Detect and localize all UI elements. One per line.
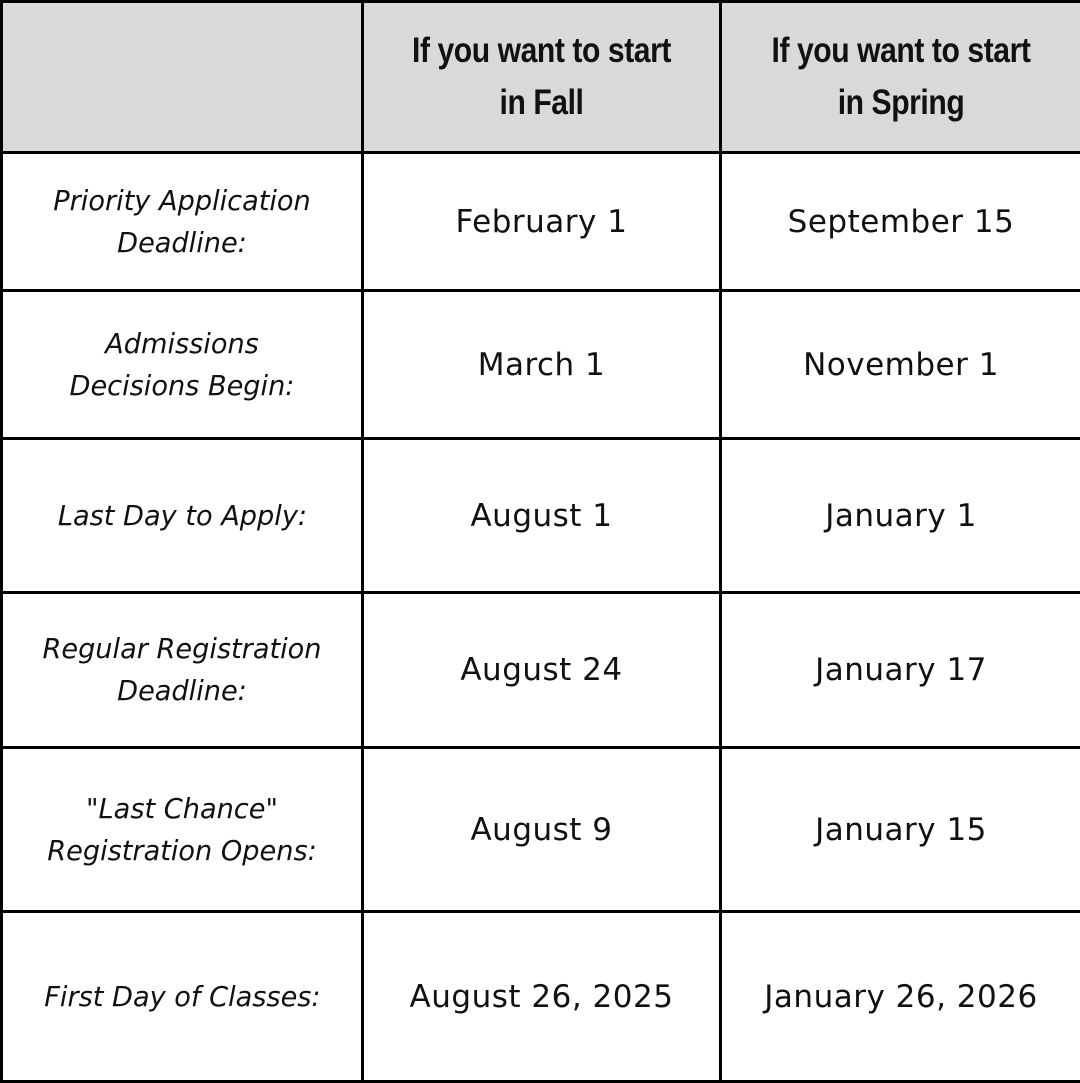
fall-column-header (363, 2, 721, 153)
fall-date-cell: March 1 (363, 291, 721, 439)
spring-date-cell: January 15 (721, 748, 1080, 912)
fall-date-cell: August 9 (363, 748, 721, 912)
row-label: "Last Chance" Registration Opens: (37, 788, 326, 872)
table-row (2, 593, 1080, 748)
row-label-cell (2, 912, 363, 1082)
row-label-cell (2, 439, 363, 593)
table-row (2, 748, 1080, 912)
fall-header-text: If you want to start in Fall (397, 25, 685, 129)
spring-date-cell: January 1 (721, 439, 1080, 593)
fall-date-cell: August 24 (363, 593, 721, 748)
fall-date-cell: August 1 (363, 439, 721, 593)
spring-column-header (721, 2, 1080, 153)
row-label: Regular Registration Deadline: (37, 628, 326, 712)
fall-date-cell: February 1 (363, 153, 721, 291)
row-label-cell (2, 153, 363, 291)
row-label-cell (2, 748, 363, 912)
row-label: First Day of Classes: (44, 976, 320, 1018)
row-label-cell (2, 291, 363, 439)
corner-header-cell (2, 2, 363, 153)
spring-header-text: If you want to start in Spring (756, 25, 1047, 129)
table-row (2, 291, 1080, 439)
spring-date-cell: November 1 (721, 291, 1080, 439)
table-row (2, 153, 1080, 291)
row-label: Last Day to Apply: (57, 495, 306, 537)
spring-date-cell: January 26, 2026 (721, 912, 1080, 1082)
table-row (2, 439, 1080, 593)
spring-date-cell: January 17 (721, 593, 1080, 748)
row-label-cell (2, 593, 363, 748)
row-label: Priority Application Deadline: (37, 180, 326, 264)
header-row (2, 2, 1080, 153)
table-row (2, 912, 1080, 1082)
spring-date-cell: September 15 (721, 153, 1080, 291)
fall-date-cell: August 26, 2025 (363, 912, 721, 1082)
row-label: Admissions Decisions Begin: (37, 323, 326, 407)
